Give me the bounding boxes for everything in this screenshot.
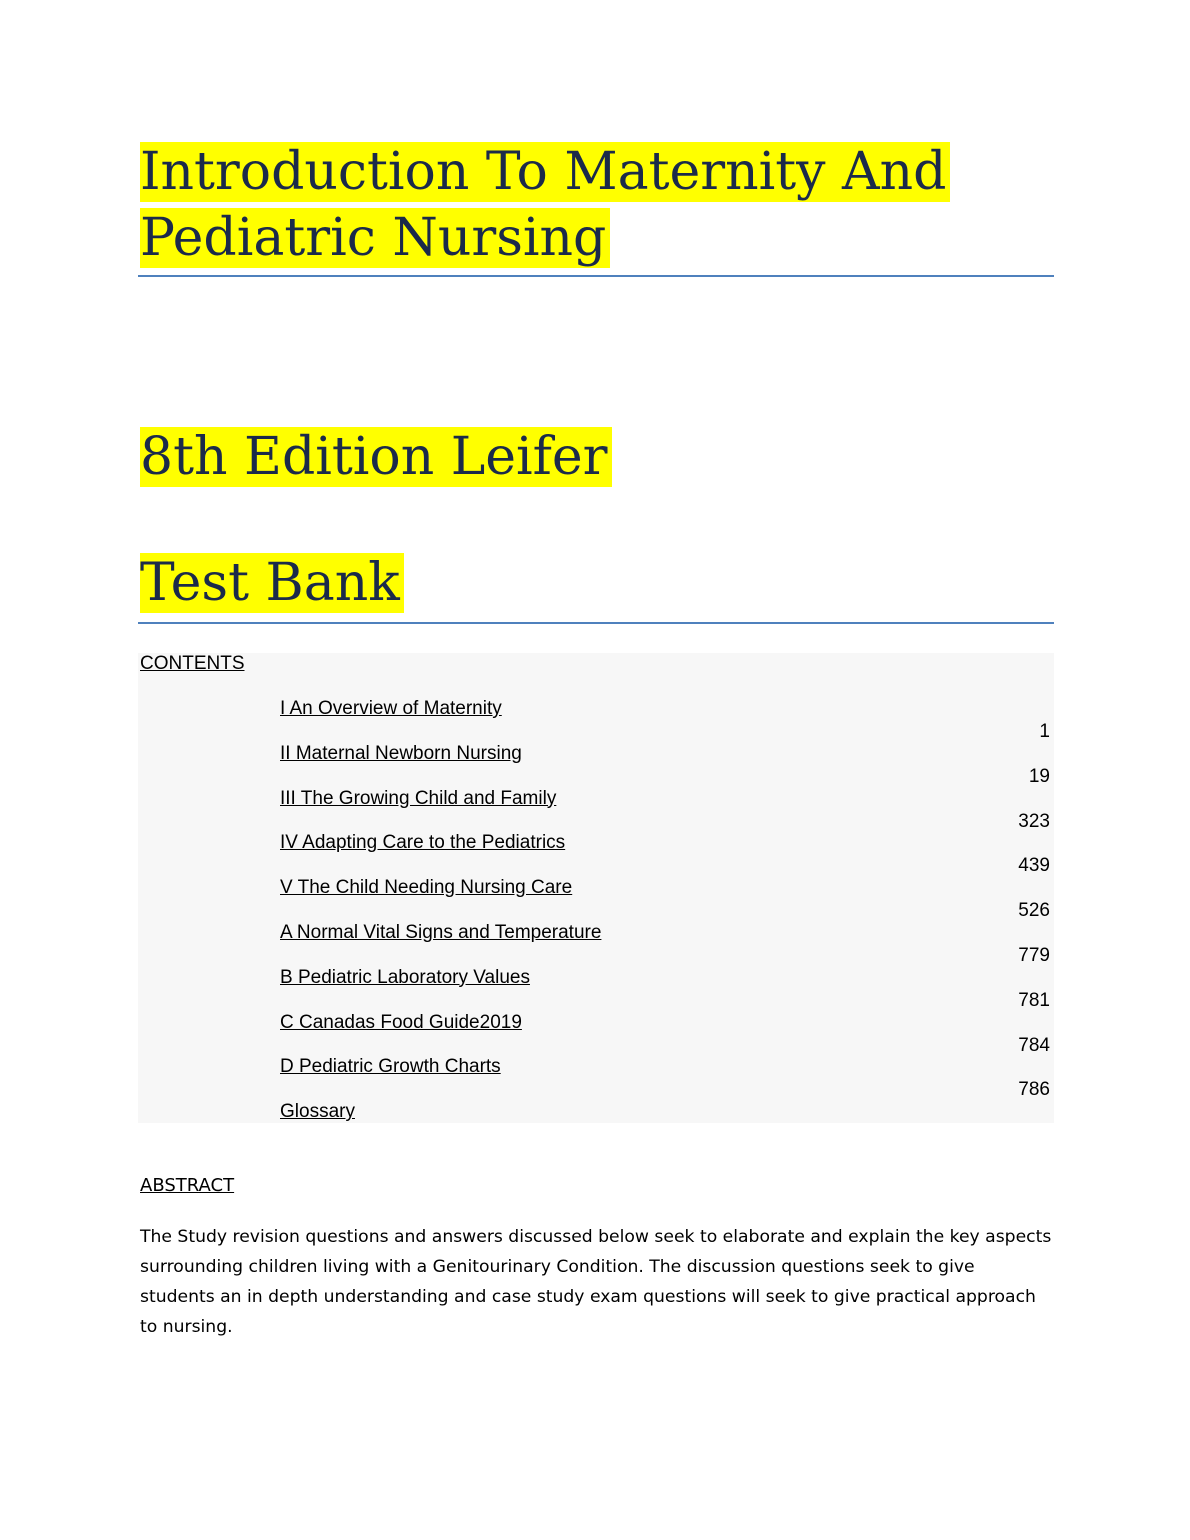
toc-entry[interactable]	[280, 966, 1052, 1011]
toc-entry[interactable]	[280, 1100, 1052, 1145]
toc-entry[interactable]	[280, 831, 1052, 876]
edition-text: 8th Edition Leifer	[140, 427, 612, 487]
test-bank-text: Test Bank	[140, 553, 404, 613]
toc-entry-title[interactable]: II Maternal Newborn Nursing	[280, 742, 522, 764]
abstract-label: ABSTRACT	[140, 1175, 235, 1196]
toc-entry[interactable]	[280, 876, 1052, 921]
table-of-contents	[280, 697, 1052, 1145]
toc-entry-page-number: 779	[1018, 944, 1050, 966]
toc-entry[interactable]	[280, 787, 1052, 832]
toc-entry-page-number: 439	[1018, 855, 1050, 877]
toc-entry-title[interactable]: IV Adapting Care to the Pediatrics	[280, 832, 566, 854]
edition-heading	[140, 425, 612, 489]
contents-label[interactable]: CONTENTS	[140, 653, 245, 674]
toc-entry[interactable]	[280, 1011, 1052, 1056]
abstract-text: The Study revision questions and answers discussed below seek to elaborate and explain the key aspects surrounding children living with a Genitourinary Condition. The discussion questions seek to give students an in depth understanding and case study exam questions will seek to give practical approach to nursing.	[140, 1227, 1052, 1337]
toc-entry[interactable]	[280, 742, 1052, 787]
toc-entry[interactable]	[280, 921, 1052, 966]
toc-entry[interactable]	[280, 697, 1052, 742]
toc-entry-title[interactable]: C Canadas Food Guide2019	[280, 1011, 522, 1033]
test-bank-heading	[140, 551, 404, 615]
toc-entry-title[interactable]: I An Overview of Maternity	[280, 698, 502, 719]
toc-entry-page-number: 1	[1039, 721, 1050, 742]
toc-entry-title[interactable]: A Normal Vital Signs and Temperature	[280, 921, 602, 943]
title-divider	[138, 275, 1054, 277]
subtitle-divider	[138, 622, 1054, 624]
toc-entry-page-number: 526	[1018, 900, 1050, 922]
toc-entry[interactable]	[280, 1055, 1052, 1100]
toc-entry-title[interactable]: III The Growing Child and Family	[280, 787, 557, 809]
toc-entry-title[interactable]: D Pediatric Growth Charts	[280, 1056, 501, 1078]
toc-entry-title[interactable]: V The Child Needing Nursing Care	[280, 877, 573, 899]
toc-entry-page-number: 323	[1018, 810, 1050, 832]
toc-entry-page-number: 19	[1028, 765, 1050, 787]
title-line-1: Introduction To Maternity And	[140, 142, 950, 202]
toc-entry-page-number: 781	[1018, 989, 1050, 1011]
toc-entry-page-number: 784	[1018, 1034, 1050, 1056]
toc-entry-title[interactable]: B Pediatric Laboratory Values	[280, 966, 530, 988]
toc-entry-title[interactable]: Glossary	[280, 1101, 355, 1123]
toc-entry-page-number: 786	[1018, 1079, 1050, 1101]
title-line-2: Pediatric Nursing	[140, 208, 610, 268]
